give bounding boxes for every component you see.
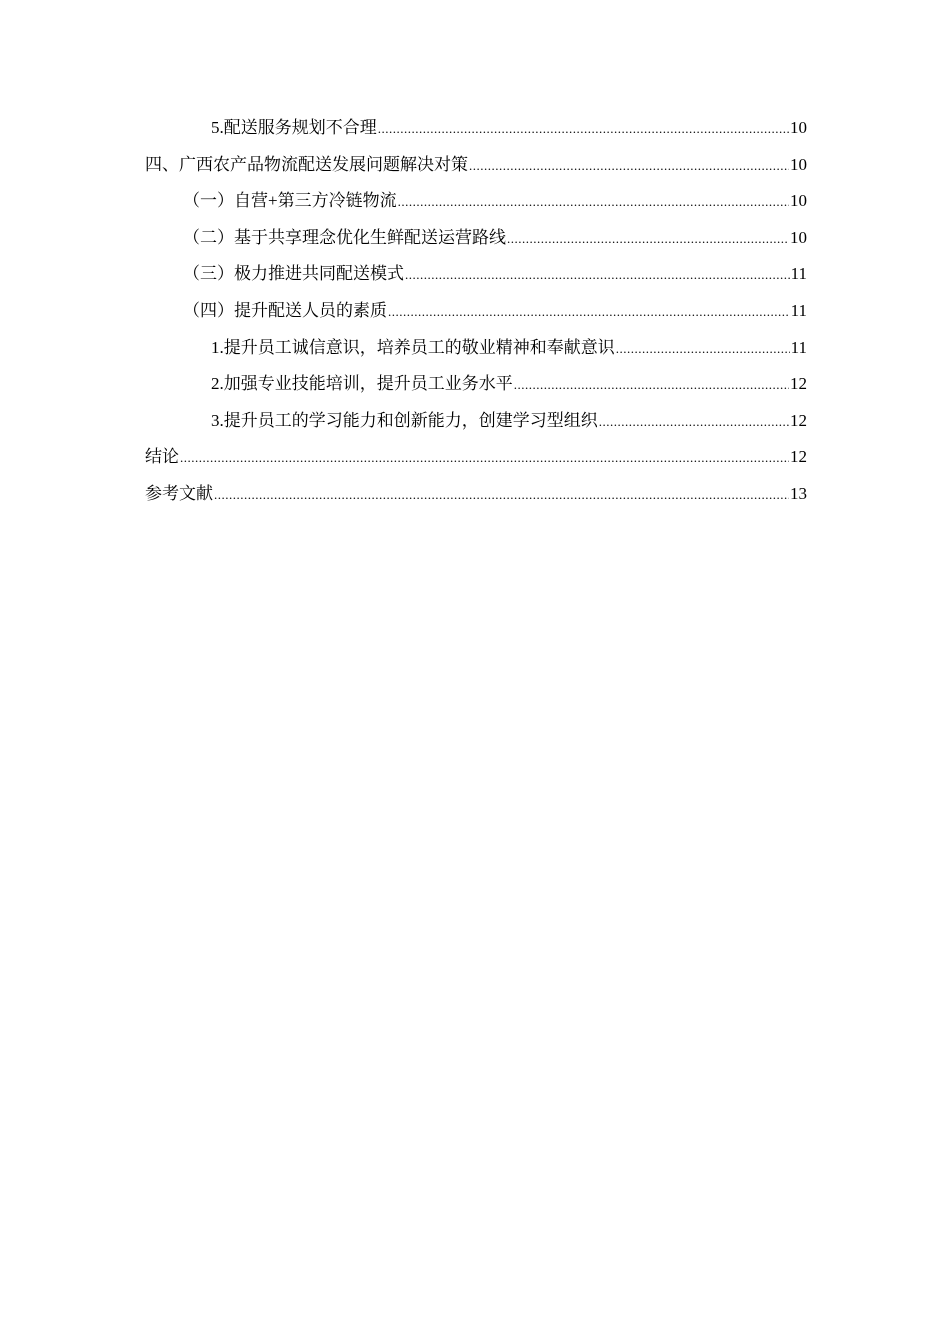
toc-entry-title: （一）自营+第三方冷链物流 <box>183 191 397 211</box>
toc-entry-title: 2.加强专业技能培训，提升员工业务水平 <box>211 374 513 394</box>
toc-dot-leader <box>469 147 789 185</box>
toc-entry-title: （四）提升配送人员的素质 <box>183 300 387 320</box>
toc-entry-title: 结论 <box>145 447 179 467</box>
table-of-contents <box>145 110 807 513</box>
toc-entry-page: 11 <box>790 264 807 284</box>
toc-entry[interactable] <box>145 110 807 147</box>
toc-entry-page: 10 <box>790 191 807 211</box>
toc-entry-title: 1.提升员工诚信意识，培养员工的敬业精神和奉献意识 <box>211 337 615 357</box>
toc-entry[interactable] <box>145 366 807 403</box>
toc-dot-leader <box>398 183 789 221</box>
toc-dot-leader <box>514 366 789 404</box>
toc-entry-title: 四、广西农产品物流配送发展问题解决对策 <box>145 154 468 174</box>
toc-dot-leader <box>214 476 789 514</box>
toc-entry-title: 3.提升员工的学习能力和创新能力，创建学习型组织 <box>211 410 598 430</box>
toc-dot-leader <box>616 330 790 368</box>
toc-dot-leader <box>507 220 789 258</box>
toc-entry-page: 10 <box>790 154 807 174</box>
toc-entry-page: 12 <box>790 374 807 394</box>
toc-entry[interactable] <box>145 439 807 476</box>
toc-entry-title: 参考文献 <box>145 483 213 503</box>
toc-entry-page: 12 <box>790 410 807 430</box>
toc-entry[interactable] <box>145 256 807 293</box>
toc-entry[interactable] <box>145 330 807 367</box>
toc-dot-leader <box>180 439 789 477</box>
toc-entry-title: 5.配送服务规划不合理 <box>211 118 377 137</box>
toc-entry[interactable] <box>145 293 807 330</box>
toc-entry[interactable] <box>145 183 807 220</box>
toc-dot-leader <box>388 293 790 331</box>
toc-entry-page: 10 <box>790 227 807 247</box>
toc-entry-page: 13 <box>790 483 807 503</box>
toc-entry-title: （三）极力推进共同配送模式 <box>183 264 404 284</box>
toc-entry[interactable] <box>145 403 807 440</box>
toc-dot-leader <box>599 403 789 441</box>
toc-entry[interactable] <box>145 147 807 184</box>
toc-entry-page: 11 <box>790 300 807 320</box>
toc-entry-page: 11 <box>790 337 807 357</box>
toc-entry[interactable] <box>145 476 807 513</box>
toc-entry-title: （二）基于共享理念优化生鲜配送运营路线 <box>183 227 506 247</box>
toc-entry-page: 10 <box>790 118 807 137</box>
toc-entry[interactable] <box>145 220 807 257</box>
toc-dot-leader <box>378 110 789 148</box>
toc-entry-page: 12 <box>790 447 807 467</box>
toc-dot-leader <box>405 256 790 294</box>
